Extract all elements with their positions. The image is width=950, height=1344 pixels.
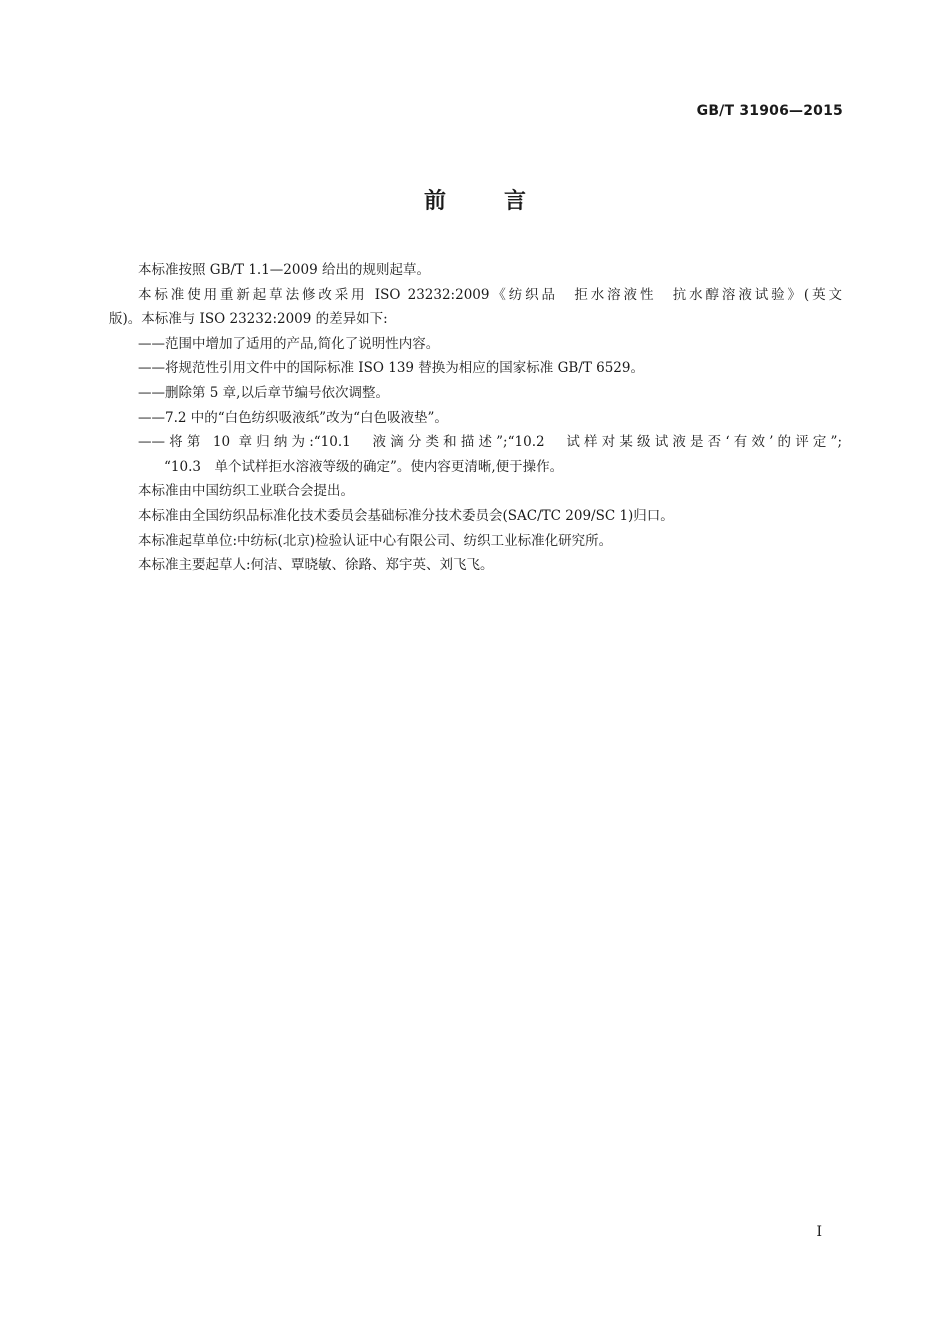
page-title: 前言 xyxy=(423,189,584,214)
paragraph-adoption-method-cont: 版)。本标准与 ISO 23232:2009 的差异如下: xyxy=(109,311,388,328)
paragraph-drafters: 本标准主要起草人:何洁、覃晓敏、徐路、郑宇英、刘飞飞。 xyxy=(138,557,494,574)
list-item-delete-chapter: ——删除第 5 章,以后章节编号依次调整。 xyxy=(138,384,389,401)
paragraph-adoption-method: 本标准使用重新起草法修改采用 ISO 23232:2009《纺织品 拒水溶液性 抗水醇溶液试验》(英文 xyxy=(138,286,842,303)
list-item-absorbent-pad: ——7.2 中的“白色纺织吸液纸”改为“白色吸液垫”。 xyxy=(138,409,448,426)
paragraph-drafting-units: 本标准起草单位:中纺标(北京)检验认证中心有限公司、纺织工业标准化研究所。 xyxy=(138,532,613,549)
document-body xyxy=(109,258,842,578)
paragraph-drafting-rules: 本标准按照 GB/T 1.1—2009 给出的规则起草。 xyxy=(138,262,430,278)
standard-number: GB/T 31906—2015 xyxy=(696,103,843,119)
list-item-chapter-10-cont: “10.3 单个试样拒水溶液等级的确定”。使内容更清晰,便于操作。 xyxy=(164,458,564,475)
paragraph-administered-by: 本标准由全国纺织品标准化技术委员会基础标准分技术委员会(SAC/TC 209/SC 1)归口。 xyxy=(138,507,674,524)
page-number: I xyxy=(816,1224,822,1240)
paragraph-proposed-by: 本标准由中国纺织工业联合会提出。 xyxy=(138,483,354,500)
list-item-normative-reference: ——将规范性引用文件中的国际标准 ISO 139 替换为相应的国家标准 GB/T 6529。 xyxy=(138,360,644,377)
list-item-chapter-10: ——将第 10 章归纳为:“10.1 液滴分类和描述”;“10.2 试样对某级试液是否‘有效’的评定”; xyxy=(138,434,842,451)
list-item-scope: ——范围中增加了适用的产品,简化了说明性内容。 xyxy=(138,335,440,352)
